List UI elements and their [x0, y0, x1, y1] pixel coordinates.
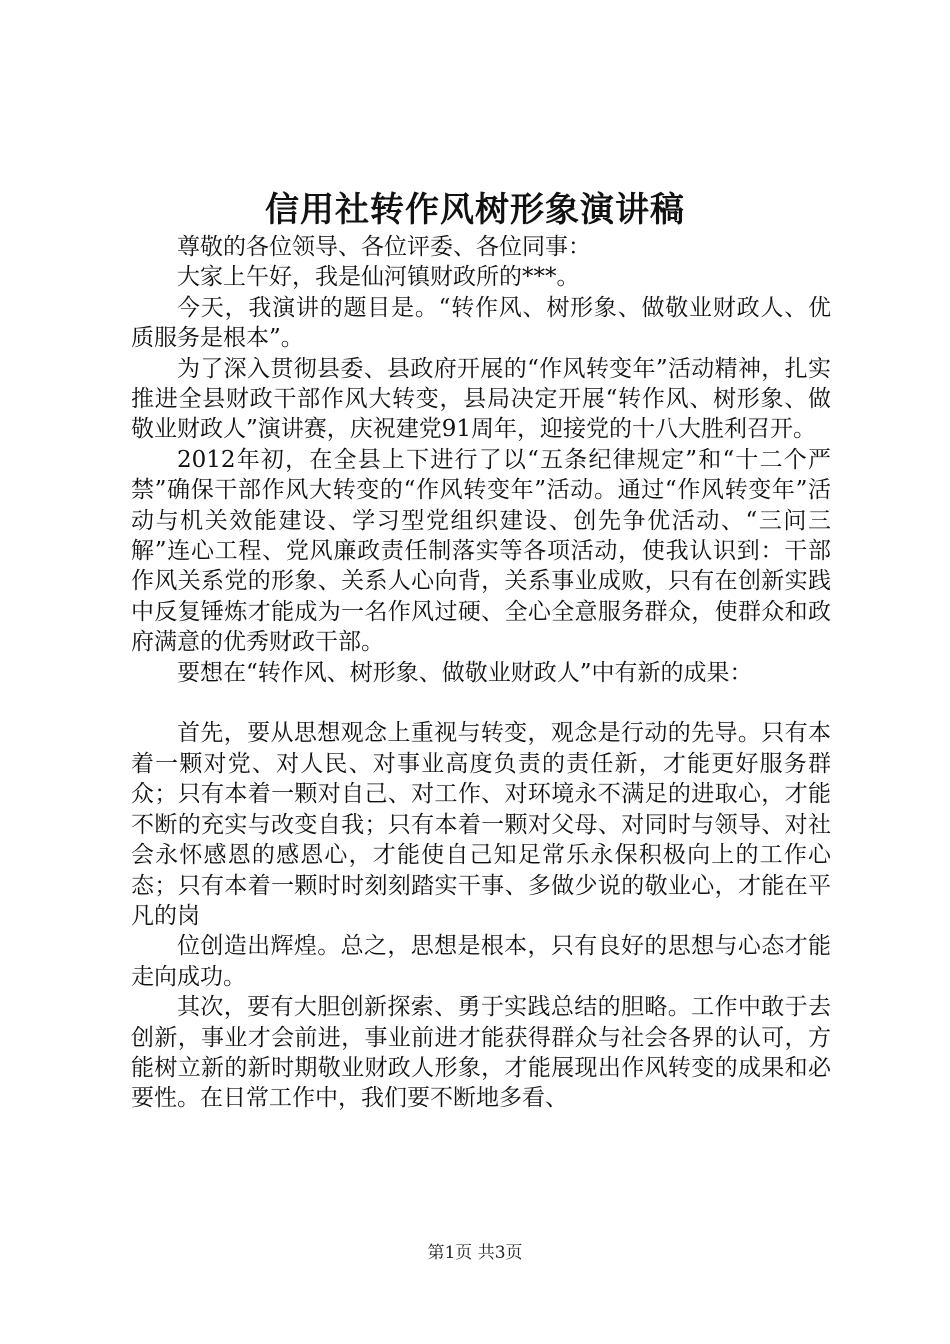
paragraph-activities: 2012年初，在全县上下进行了以“五条纪律规定”和“十二个严禁”确保干部作风大转变的“作风转变年”活动。通过“作风转变年”活动与机关效能建设、学习型党组织建设、创先争优活动、“三问三解”连心工程、党风廉政责任制落实等各项活动，使我认识到：干部作风关系党的形象、关系人心向背，关系事业成败，只有在创新实践中反复锤炼才能成为一名作风过硬、全心全意服务群众，使群众和政府满意的优秀财政干部。 [131, 446, 831, 656]
paragraph-greeting: 大家上午好，我是仙河镇财政所的***。 [177, 264, 580, 291]
paragraph-intro-results: 要想在“转作风、树形象、做敬业财政人”中有新的成果： [177, 659, 753, 686]
paragraph-blank [131, 688, 831, 718]
paragraph-topic: 今天，我演讲的题目是。“转作风、树形象、做敬业财政人、优质服务是根本”。 [131, 294, 831, 352]
document-title: 信用社转作风树形象演讲稿 [265, 190, 685, 230]
paragraph-first: 首先，要从思想观念上重视与转变，观念是行动的先导。只有本着一颗对党、对人民、对事业高度负责的责任新，才能更好服务群众；只有本着一颗对自己、对工作、对环境永不满足的进取心，才能不断的充实与改变自我；只有本着一颗对父母、对同时与领导、对社会永怀感恩的感恩心，才能使自己知足常乐永保积极向上的工作心态；只有本着一颗时时刻刻踏实干事、多做少说的敬业心，才能在平凡的岗 [131, 720, 831, 929]
paragraph-first-continued: 位创造出辉煌。总之，思想是根本，只有良好的思想与心态才能走向成功。 [131, 933, 831, 990]
paragraph-second: 其次，要有大胆创新探索、勇于实践总结的胆略。工作中敢于去创新，事业才会前进，事业前进才能获得群众与社会各界的认可，方能树立新的新时期敬业财政人形象，才能展现出作风转变的成果和必要性。在日常工作中，我们要不断地多看、 [131, 994, 831, 1112]
document-body [131, 232, 831, 1114]
paragraph-salutation: 尊敬的各位领导、各位评委、各位同事： [177, 234, 591, 260]
page-number: 第1页 共3页 [427, 1243, 523, 1263]
paragraph-background: 为了深入贯彻县委、县政府开展的“作风转变年”活动精神，扎实推进全县财政干部作风大转变，县局决定开展“转作风、树形象、做敬业财政人”演讲赛，庆祝建党91周年，迎接党的十八大胜利召开。 [131, 355, 831, 443]
